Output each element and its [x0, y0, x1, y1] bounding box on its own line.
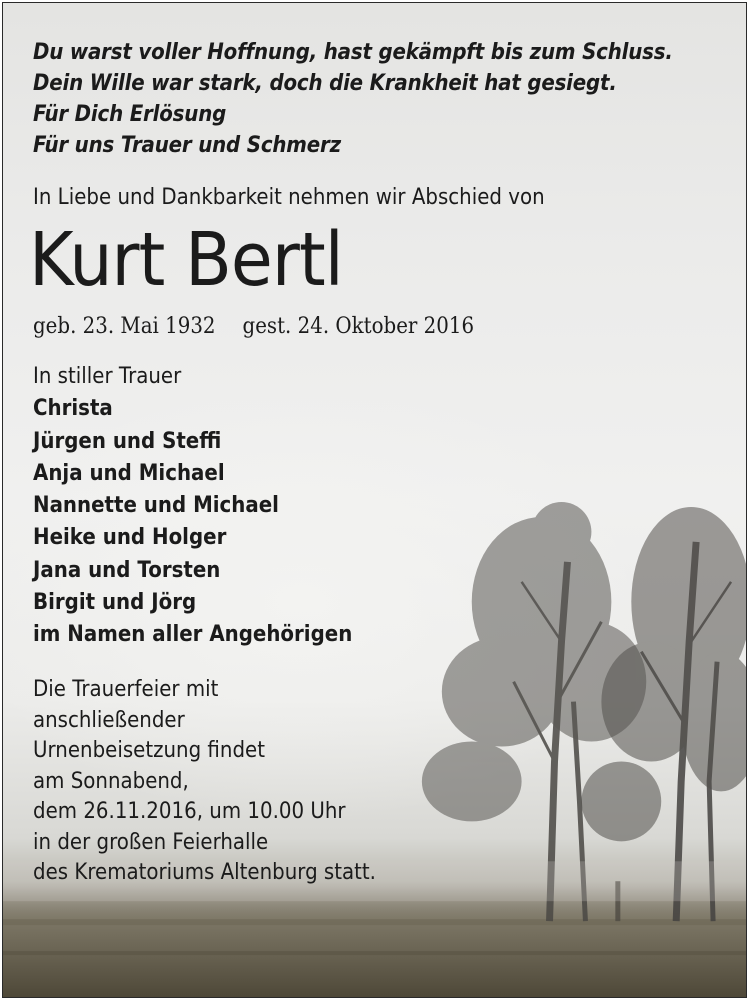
verse-line: Dein Wille war stark, doch die Krankheit hat gesiegt. [33, 71, 617, 96]
verse-line: Für uns Trauer und Schmerz [33, 133, 341, 158]
verse-line: Du warst voller Hoffnung, hast gekämpft bis zum Schluss. [33, 40, 673, 65]
verse-line: Für Dich Erlösung [33, 102, 227, 127]
mourners-lead: In stiller Trauer [33, 364, 182, 389]
obituary-notice [2, 2, 747, 998]
mourners-list [33, 361, 352, 652]
funeral-line: Die Trauerfeier mit [33, 677, 219, 702]
mourner: Jürgen und Steffi [33, 428, 222, 454]
funeral-line: anschließender [33, 707, 185, 733]
farewell-intro: In Liebe und Dankbarkeit nehmen wir Abschied von [33, 185, 545, 210]
mourner: Birgit und Jörg [33, 590, 197, 616]
mourner: im Namen aller Angehörigen [33, 622, 353, 648]
funeral-details [33, 675, 376, 889]
life-dates [33, 312, 474, 342]
birth-date: geb. 23. Mai 1932 [33, 314, 216, 339]
death-date: gest. 24. Oktober 2016 [242, 314, 475, 339]
mourner: Heike und Holger [33, 525, 227, 551]
mourner: Christa [33, 396, 113, 422]
deceased-name: Kurt Bertl [29, 217, 343, 303]
funeral-line: am Sonnabend, [33, 768, 189, 794]
mourner: Jana und Torsten [33, 557, 221, 583]
funeral-line: des Krematoriums Altenburg statt. [33, 860, 376, 885]
memorial-verse [33, 37, 673, 161]
mourner: Nannette und Michael [33, 493, 279, 519]
funeral-line: dem 26.11.2016, um 10.00 Uhr [33, 799, 346, 824]
funeral-line: in der großen Feierhalle [33, 829, 269, 855]
funeral-line: Urnenbeisetzung findet [33, 738, 265, 763]
mourner: Anja und Michael [33, 460, 225, 486]
